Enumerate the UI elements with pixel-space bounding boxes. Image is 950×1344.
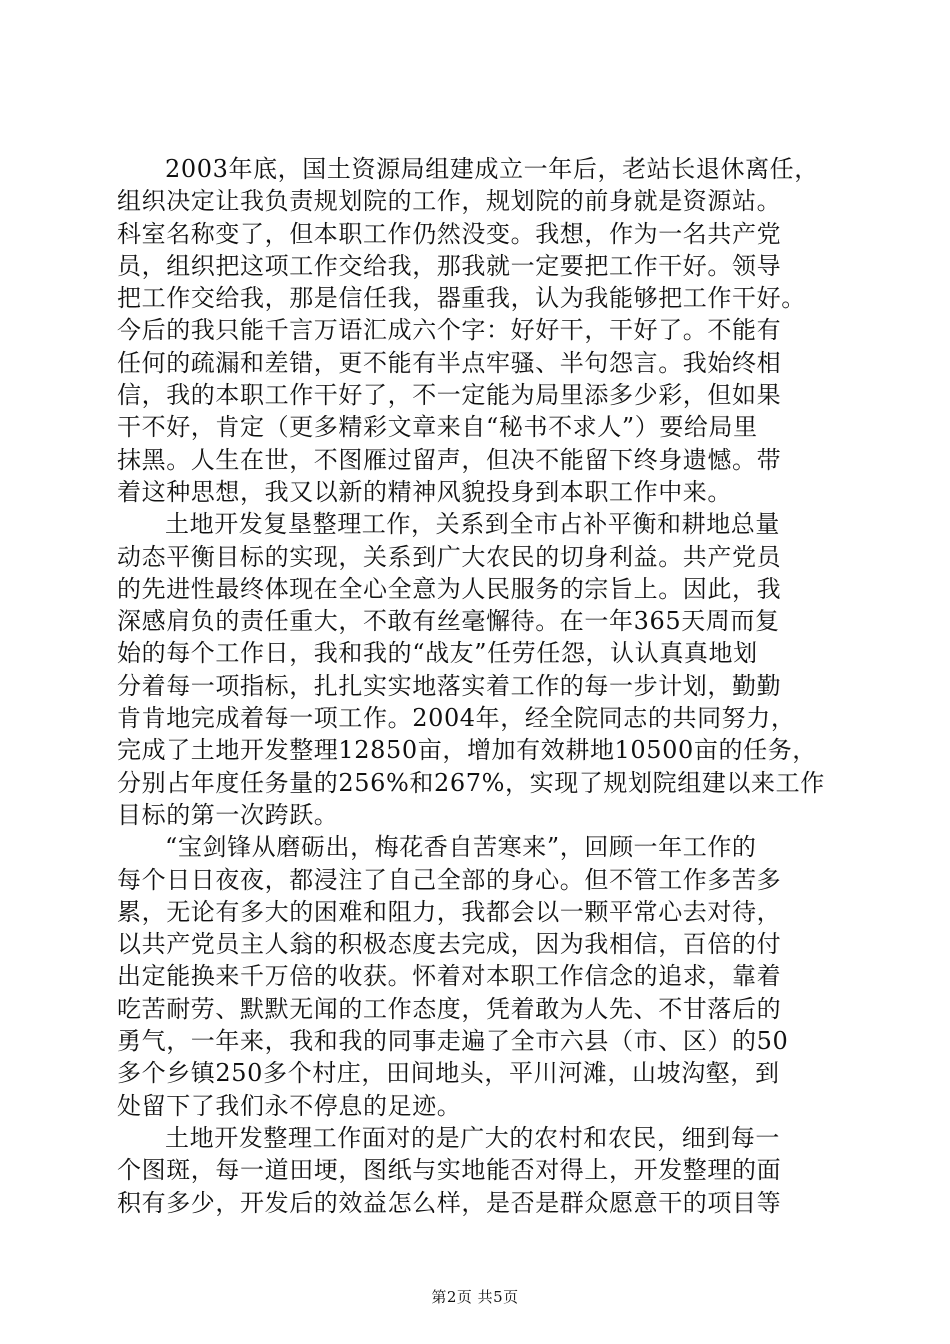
text-line: 动态平衡目标的实现，关系到广大农民的切身利益。共产党员 xyxy=(117,542,782,571)
text-line: 勇气，一年来，我和我的同事走遍了全市六县（市、区）的50 xyxy=(117,1027,789,1056)
text-line: 员，组织把这项工作交给我，那我就一定要把工作干好。领导 xyxy=(117,251,782,280)
text-line: 抹黑。人生在世，不图雁过留声，但决不能留下终身遗憾。带 xyxy=(117,445,782,474)
document-body xyxy=(117,153,837,1219)
text-line: 分别占年度任务量的256%和267%，实现了规划院组建以来工作 xyxy=(117,768,825,797)
text-line: 分着每一项指标，扎扎实实地落实着工作的每一步计划，勤勤 xyxy=(117,671,782,700)
text-line: 完成了土地开发整理12850亩，增加有效耕地10500亩的任务， xyxy=(117,736,817,765)
text-line: 个图斑，每一道田埂，图纸与实地能否对得上，开发整理的面 xyxy=(117,1156,782,1185)
text-line: 处留下了我们永不停息的足迹。 xyxy=(117,1091,462,1120)
text-line: 多个乡镇250多个村庄，田间地头，平川河滩，山坡沟壑，到 xyxy=(117,1059,780,1088)
text-line: 2003年底，国土资源局组建成立一年后，老站长退休离任， xyxy=(165,155,819,183)
text-line: 吃苦耐劳、默默无闻的工作态度，凭着敢为人先、不甘落后的 xyxy=(117,994,782,1023)
text-line: 的先进性最终体现在全心全意为人民服务的宗旨上。因此，我 xyxy=(117,574,782,603)
text-line: 以共产党员主人翁的积极态度去完成，因为我相信，百倍的付 xyxy=(117,930,782,959)
paragraph xyxy=(117,831,837,1122)
text-line: 目标的第一次跨跃。 xyxy=(117,800,339,829)
text-line: 肯肯地完成着每一项工作。2004年，经全院同志的共同努力， xyxy=(117,704,796,733)
text-line: 科室名称变了，但本职工作仍然没变。我想，作为一名共产党 xyxy=(117,219,782,248)
text-line: 今后的我只能千言万语汇成六个字：好好干，干好了。不能有 xyxy=(117,316,782,345)
text-line: 累，无论有多大的困难和阻力，我都会以一颗平常心去对待， xyxy=(117,897,782,926)
text-line: 深感肩负的责任重大，不敢有丝毫懈待。在一年365天周而复 xyxy=(117,607,780,636)
text-line: 干不好，肯定（更多精彩文章来自“秘书不求人”）要给局里 xyxy=(117,413,758,442)
text-line: 土地开发整理工作面对的是广大的农村和农民，细到每一 xyxy=(165,1123,780,1152)
page-number: 第2页 共5页 xyxy=(431,1288,519,1306)
paragraph xyxy=(117,153,837,508)
text-line: 着这种思想，我又以新的精神风貌投身到本职工作中来。 xyxy=(117,477,732,506)
text-line: “宝剑锋从磨砺出，梅花香自苦寒来”，回顾一年工作的 xyxy=(165,833,757,862)
text-line: 组织决定让我负责规划院的工作，规划院的前身就是资源站。 xyxy=(117,187,782,216)
text-line: 出定能换来千万倍的收获。怀着对本职工作信念的追求，靠着 xyxy=(117,962,782,991)
text-line: 始的每个工作日，我和我的“战友”任劳任怨，认认真真地划 xyxy=(117,639,758,668)
paragraph xyxy=(117,1122,837,1219)
text-line: 任何的疏漏和差错，更不能有半点牢骚、半句怨言。我始终相 xyxy=(117,348,782,377)
text-line: 每个日日夜夜，都浸注了自己全部的身心。但不管工作多苦多 xyxy=(117,865,782,894)
text-line: 土地开发复垦整理工作，关系到全市占补平衡和耕地总量 xyxy=(165,510,780,539)
text-line: 信，我的本职工作干好了，不一定能为局里添多少彩，但如果 xyxy=(117,381,782,410)
text-line: 积有多少，开发后的效益怎么样，是否是群众愿意干的项目等 xyxy=(117,1188,782,1217)
paragraph xyxy=(117,508,837,831)
text-line: 把工作交给我，那是信任我，器重我，认为我能够把工作干好。 xyxy=(117,284,806,313)
